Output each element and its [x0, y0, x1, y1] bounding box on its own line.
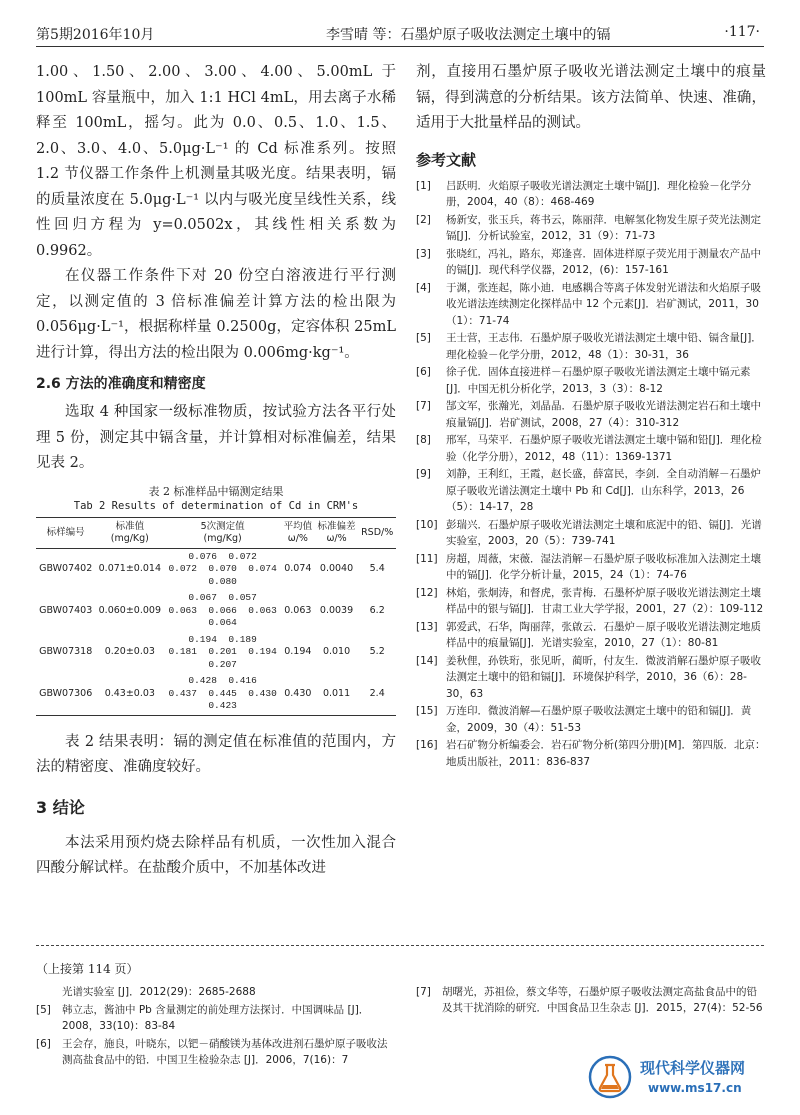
- reference-number: [6]: [416, 366, 431, 378]
- watermark-name: 现代科学仪器网: [640, 1059, 746, 1077]
- table-header-cell: 标准偏差 ω/%: [315, 517, 359, 548]
- table-cell-meas: 0.428 0.416 0.437 0.445 0.430 0.423: [164, 673, 281, 715]
- table-cell-sd: 0.011: [315, 673, 359, 715]
- reference-number: [14]: [416, 654, 438, 667]
- reference-text: 郭爱武，石华，陶丽萍，张啟云．石墨炉－原子吸收光谱法测定地质样品中的痕量镉[J]．光谱实验室，2010，27（1）：80-81: [446, 620, 761, 649]
- left-column: [36, 60, 396, 882]
- reference-text: 彭瑞兴．石墨炉原子吸收光谱法测定土壤和底泥中的铅、镉[J]．光谱实验室，2003，20（5）：739-741: [446, 518, 762, 547]
- paragraph-calibration: 1.00、1.50、2.00、3.00、4.00、5.00mL 于 100mL 容量瓶中，加入 1:1 HCl 4mL，用去离子水稀释至 100mL，摇匀。此为 0.0、0.5、1.0、1.5、2.0、3.0、4.0、5.0μg·L⁻¹ 的 Cd 标准系列。按照 1.2 节仪器工作条件上机测量其吸光度。结果表明，镉的质量浓度在 5.0μg·L⁻¹ 以内与吸光度呈线性关系，线性回归方程为 y=0.0502x，其线性相关系数为 0.9962。: [36, 64, 396, 259]
- table-cell-mean: 0.074: [284, 563, 312, 574]
- table-header-cell: 标样编号: [36, 517, 95, 548]
- running-title: 李雪晴 等：石墨炉原子吸收法测定土壤中的镉: [326, 27, 611, 43]
- table-cell-sd: 0.0040: [319, 563, 354, 574]
- reference-number: [5]: [416, 332, 431, 344]
- reference-item: [416, 466, 766, 516]
- reference-number: [11]: [416, 552, 438, 565]
- reference-item: [416, 364, 766, 397]
- reference-text: 王士营，王志伟．石墨炉原子吸收光谱法测定土壤中铅、镉含量[J]．理化检验－化学分册，2012，48（1）：30-31，36: [446, 332, 762, 361]
- reference-number: [15]: [416, 705, 438, 717]
- reference-item: [416, 398, 766, 431]
- table-cell-id: GBW07306: [36, 673, 95, 715]
- reference-text: 于渊，张连起，陈小迪．电感耦合等离子体发射光谱法和火焰原子吸收光谱法连续测定化探样品中 12 个元素[J]．岩矿测试，2011，30（1）：71-74: [446, 281, 761, 327]
- flask-icon: [588, 1055, 632, 1099]
- reference-item: [416, 737, 766, 770]
- section-heading-2-6: 2.6 方法的准确度和精密度: [36, 376, 206, 392]
- reference-item: [416, 984, 766, 1016]
- paragraph-conclusion: 本法采用预灼烧去除样品有机质，一次性加入混合四酸分解试样。在盐酸介质中，不加基体改进: [36, 834, 396, 876]
- reference-number: [4]: [416, 281, 431, 294]
- reference-number: [7]: [416, 986, 431, 998]
- reference-number: [3]: [416, 247, 431, 260]
- reference-item: [416, 653, 766, 703]
- table-header-row: [36, 517, 396, 548]
- reference-item: [416, 212, 766, 245]
- reference-text: 郜文军，张瀚光，刘晶晶．石墨炉原子吸收光谱法测定岩石和土壤中痕量镉[J]．岩矿测试，2008，27（4）：310-312: [446, 400, 761, 429]
- table-header-cell: RSD/%: [358, 517, 396, 548]
- table-row: [36, 590, 396, 632]
- table-row: [36, 673, 396, 715]
- reference-text: 韩立志，酱油中 Pb 含量测定的前处理方法探讨．中国调味品 [J]．2008，33(10)：83-84: [62, 1004, 370, 1032]
- reference-item: [416, 280, 766, 330]
- table-cell-rsd: 2.4: [358, 673, 396, 715]
- table-cell-mean: 0.063: [284, 604, 312, 616]
- reference-item: [36, 1036, 396, 1068]
- reference-text: 张晓红，冯礼，路东，郑逢喜．固体进样原子荧光用于测量农产品中的镉[J]．现代科学仪器，2012，(6)：157-161: [446, 247, 761, 276]
- reference-item: [36, 1002, 396, 1034]
- reference-item: [416, 432, 766, 465]
- results-table: [36, 517, 396, 716]
- table-header-cell: 5次测定值 (mg/Kg): [164, 517, 281, 548]
- reference-number: [16]: [416, 739, 438, 751]
- table-row: [36, 548, 396, 590]
- reference-text: 徐子优．固体直接进样－石墨炉原子吸收光谱法测定土壤中镉元素[J]．中国无机分析化学，2013，3（3）：8-12: [446, 366, 751, 395]
- right-column: [416, 60, 766, 771]
- section-heading-3: 3 结论: [36, 797, 85, 817]
- table-row: [36, 632, 396, 674]
- reference-number: [5]: [36, 1004, 51, 1016]
- table-cell-std: 0.20±0.03: [104, 646, 155, 657]
- footer-divider: [36, 945, 764, 946]
- reference-item: [416, 551, 766, 584]
- references-heading: 参考文献: [416, 150, 477, 169]
- reference-item: [36, 984, 396, 1000]
- reference-text: 胡曙光，苏祖俭，蔡文华等，石墨炉原子吸收法测定高盐食品中的铅及其干扰消除的研究．中国食品卫生杂志 [J]．2015，27(4)：52-56: [442, 986, 763, 1014]
- page-number: ·117·: [724, 24, 760, 40]
- reference-number: [8]: [416, 434, 431, 446]
- table-cell-meas: 0.067 0.057 0.063 0.066 0.063 0.064: [168, 592, 277, 628]
- table-caption-cn: 表 2 标准样品中镉测定结果: [148, 484, 284, 498]
- table-cell-rsd: 5.4: [369, 563, 385, 574]
- paragraph-conclusion-cont: 剂，直接用石墨炉原子吸收光谱法测定土壤中的痕量镉，得到满意的分析结果。该方法简单、快速、准确，适用于大批量样品的测试。: [416, 64, 766, 131]
- table-cell-meas: 0.076 0.072 0.072 0.070 0.074 0.080: [168, 550, 277, 587]
- footer-refs-right: [416, 984, 766, 1018]
- table-cell-rsd: 6.2: [369, 604, 385, 616]
- table-cell-std: 0.43±0.03: [95, 673, 164, 715]
- reference-text: 林焰，张炯涛，和督虎，张青梅．石墨杯炉原子吸收光谱法测定土壤样品中的银与镉[J]．甘肃工业大学学报，2001，27（2）：109-112: [446, 586, 764, 615]
- table-cell-mean: 0.430: [281, 673, 315, 715]
- reference-text: 万连印．微波消解—石墨炉原子吸收法测定土壤中的铅和镉[J]．黄金，2009，30（4）：51-53: [446, 705, 752, 734]
- reference-number: [13]: [416, 620, 438, 633]
- table-cell-meas: 0.194 0.189 0.181 0.201 0.194 0.207: [168, 633, 277, 670]
- reference-text: 房超，周薇，宋薇．湿法消解－石墨炉原子吸收标准加入法测定土壤中的镉[J]．化学分析计量，2015，24（1）：74-76: [446, 552, 761, 581]
- reference-number: [10]: [416, 518, 438, 531]
- table-caption-en: Tab 2 Results of determination of Cd in CRM's: [73, 499, 359, 512]
- reference-text: 邢军，马荣平．石墨炉原子吸收光谱法测定土壤中镉和铅[J]．理化检验（化学分册），2012，48（11）：1369-1371: [446, 434, 762, 463]
- reference-text: 姜秋俚，孙铁珩，张见昕，蔺昕，付友生．微波消解石墨炉原子吸收法测定土壤中的铅和镉[J]．环境保护科学，2010，36（6）：28-30，63: [446, 654, 761, 700]
- table-cell-rsd: 5.2: [369, 646, 385, 657]
- table-cell-std: 0.060±0.009: [98, 604, 161, 616]
- reference-text: 岩石矿物分析编委会．岩石矿物分析(第四分册)[M]．第四版．北京：地质出版社，2011：836-837: [446, 739, 766, 768]
- table-cell-id: GBW07318: [39, 646, 93, 657]
- reference-item: [416, 246, 766, 279]
- table-body: [36, 548, 396, 715]
- watermark-logo: [588, 1051, 778, 1105]
- table-header-cell: 平均值 ω/%: [281, 517, 315, 548]
- reference-text: 光谱实验室 [J]．2012(29)：2685-2688: [62, 986, 256, 998]
- table-2: [36, 485, 396, 716]
- reference-text: 王会存，施良，叶晓东，以钯－硝酸镁为基体改进剂石墨炉原子吸收法测高盐食品中的铅．中国卫生检验杂志 [J]．2006，7(16)：7: [62, 1038, 388, 1066]
- issue-label: 第5期2016年10月: [36, 27, 155, 43]
- reference-item: [416, 585, 766, 618]
- reference-text: 杨新安，张玉兵，蒋书云，陈丽萍．电解氢化物发生原子荧光法测定镉[J]．分析试验室，2012，31（9）：71-73: [446, 213, 761, 242]
- table-cell-std: 0.071±0.014: [98, 563, 161, 574]
- reference-number: [9]: [416, 468, 431, 480]
- running-header: [36, 18, 764, 47]
- table-cell-mean: 0.194: [284, 646, 312, 657]
- reference-number: [6]: [36, 1038, 51, 1050]
- reference-text: 吕跃明．火焰原子吸收光谱法测定土壤中镉[J]．理化检验－化学分册，2004，40（8）：468-469: [446, 179, 752, 208]
- reference-number: [7]: [416, 400, 431, 412]
- paragraph-accuracy: 选取 4 种国家一级标准物质，按试验方法各平行处理 5 份，测定其中镉含量，并计算相对标准偏差，结果见表 2。: [36, 404, 396, 471]
- reference-number: [2]: [416, 213, 431, 226]
- continued-note: （上接第 114 页）: [36, 962, 139, 976]
- table-header-cell: 标准值 (mg/Kg): [95, 517, 164, 548]
- reference-number: [1]: [416, 179, 431, 192]
- references-list: [416, 178, 766, 771]
- watermark-url: www.ms17.cn: [648, 1081, 742, 1095]
- reference-item: [416, 517, 766, 550]
- reference-number: [12]: [416, 586, 438, 599]
- reference-text: 刘静，王利红，王霞，赵长盛，薛富民，李剑．全自动消解－石墨炉原子吸收光谱法测定土壤中 Pb 和 Cd[J]．山东科学，2013，26（5）：14-17，28: [446, 468, 761, 513]
- paragraph-detection-limit: 在仪器工作条件下对 20 份空白溶液进行平行测定，以测定值的 3 倍标准偏差计算方法的检出限为 0.056μg·L⁻¹，根据称样量 0.2500g，定容体积 25mL 进行计算，得出方法的检出限为 0.006mg·kg⁻¹。: [36, 268, 396, 361]
- reference-item: [416, 178, 766, 211]
- paragraph-table-result: 表 2 结果表明：镉的测定值在标准值的范围内，方法的精密度、准确度较好。: [36, 733, 396, 775]
- reference-item: [416, 619, 766, 652]
- reference-item: [416, 330, 766, 363]
- table-cell-id: GBW07403: [39, 604, 93, 616]
- reference-item: [416, 703, 766, 736]
- footer-refs-left: [36, 984, 396, 1070]
- table-cell-sd: 0.010: [322, 646, 351, 657]
- table-cell-sd: 0.0039: [319, 604, 354, 616]
- table-cell-id: GBW07402: [39, 563, 93, 574]
